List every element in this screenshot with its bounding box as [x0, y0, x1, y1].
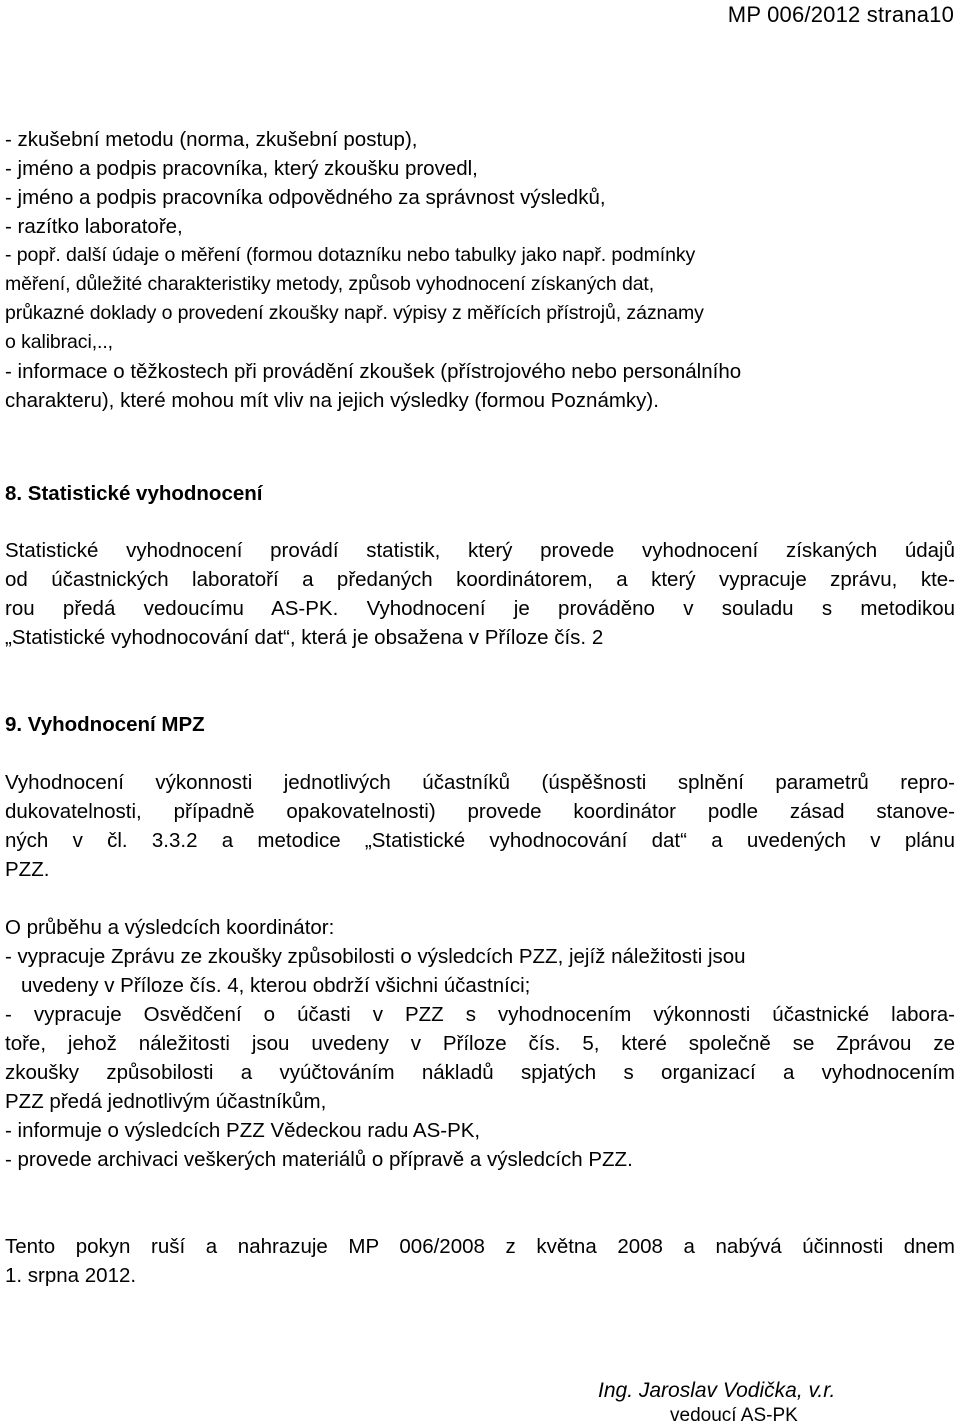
coordinator-duties	[5, 913, 955, 1174]
paragraph-line: ných v čl. 3.3.2 a metodice „Statistické vyhodnocování dat“ a uvedených v plánu	[5, 829, 955, 852]
paragraph-line: „Statistické vyhodnocování dat“, která je obsažena v Příloze čís. 2	[5, 626, 604, 649]
closing-statement	[5, 1232, 955, 1290]
list-item: uvedeny v Příloze čís. 4, kterou obdrží všichni účastníci;	[21, 974, 531, 997]
signature-name: Ing. Jaroslav Vodička, v.r.	[598, 1379, 836, 1402]
list-item: - informuje o výsledcích PZZ Vědeckou radu AS-PK,	[5, 1119, 481, 1142]
paragraph-line: Tento pokyn ruší a nahrazuje MP 006/2008 z května 2008 a nabývá účinnosti dnem	[5, 1235, 955, 1258]
section-8-body	[5, 536, 955, 652]
paragraph-line: PZZ.	[5, 858, 50, 881]
paragraph-line: Vyhodnocení výkonnosti jednotlivých účastníků (úspěšnosti splnění parametrů repro-	[5, 771, 955, 794]
list-item: PZZ předá jednotlivým účastníkům,	[5, 1090, 327, 1113]
list-item: zkoušky způsobilosti a vyúčtováním nákladů spjatých s organizací a vyhodnocením	[5, 1061, 955, 1084]
section-9-body	[5, 768, 955, 884]
section-9-heading: 9. Vyhodnocení MPZ	[5, 713, 205, 736]
list-item: toře, jehož náležitosti jsou uvedeny v Příloze čís. 5, které společně se Zprávou ze	[5, 1032, 955, 1055]
list-item: - provede archivaci veškerých materiálů o přípravě a výsledcích PZZ.	[5, 1148, 633, 1171]
section-8-heading: 8. Statistické vyhodnocení	[5, 482, 263, 505]
paragraph-line: dukovatelnosti, případně opakovatelnosti) provede koordinátor podle zásad stanove-	[5, 800, 955, 823]
coordinator-intro: O průběhu a výsledcích koordinátor:	[5, 916, 335, 939]
list-item: o kalibraci,..,	[5, 331, 113, 353]
signature-role: vedoucí AS-PK	[670, 1405, 798, 1426]
list-item: charakteru), které mohou mít vliv na jejich výsledky (formou Poznámky).	[5, 389, 659, 412]
list-item: průkazné doklady o provedení zkoušky např. výpisy z měřících přístrojů, záznamy	[5, 302, 704, 324]
list-item: měření, důležité charakteristiky metody, způsob vyhodnocení získaných dat,	[5, 273, 655, 295]
paragraph-line: rou předá vedoucímu AS-PK. Vyhodnocení je prováděno v souladu s metodikou	[5, 597, 955, 620]
paragraph-line: od účastnických laboratoří a předaných koordinátorem, a který vypracuje zprávu, kte-	[5, 568, 955, 591]
list-item: - razítko laboratoře,	[5, 215, 183, 238]
list-item: - informace o těžkostech při provádění zkoušek (přístrojového nebo personálního	[5, 360, 742, 383]
list-item: - vypracuje Osvědčení o účasti v PZZ s vyhodnocením výkonnosti účastnické labora-	[5, 1003, 955, 1026]
report-contents-list	[5, 125, 955, 415]
page-header: MP 006/2012 strana10	[727, 2, 954, 27]
list-item: - vypracuje Zprávu ze zkoušky způsobilosti o výsledcích PZZ, jejíž náležitosti jsou	[5, 945, 746, 968]
paragraph-line: Statistické vyhodnocení provádí statistik, který provede vyhodnocení získaných údajů	[5, 539, 955, 562]
list-item: - jméno a podpis pracovníka, který zkoušku provedl,	[5, 157, 478, 180]
paragraph-line: 1. srpna 2012.	[5, 1264, 137, 1287]
list-item: - popř. další údaje o měření (formou dotazníku nebo tabulky jako např. podmínky	[5, 244, 696, 266]
list-item: - jméno a podpis pracovníka odpovědného za správnost výsledků,	[5, 186, 606, 209]
list-item: - zkušební metodu (norma, zkušební postup),	[5, 128, 418, 151]
